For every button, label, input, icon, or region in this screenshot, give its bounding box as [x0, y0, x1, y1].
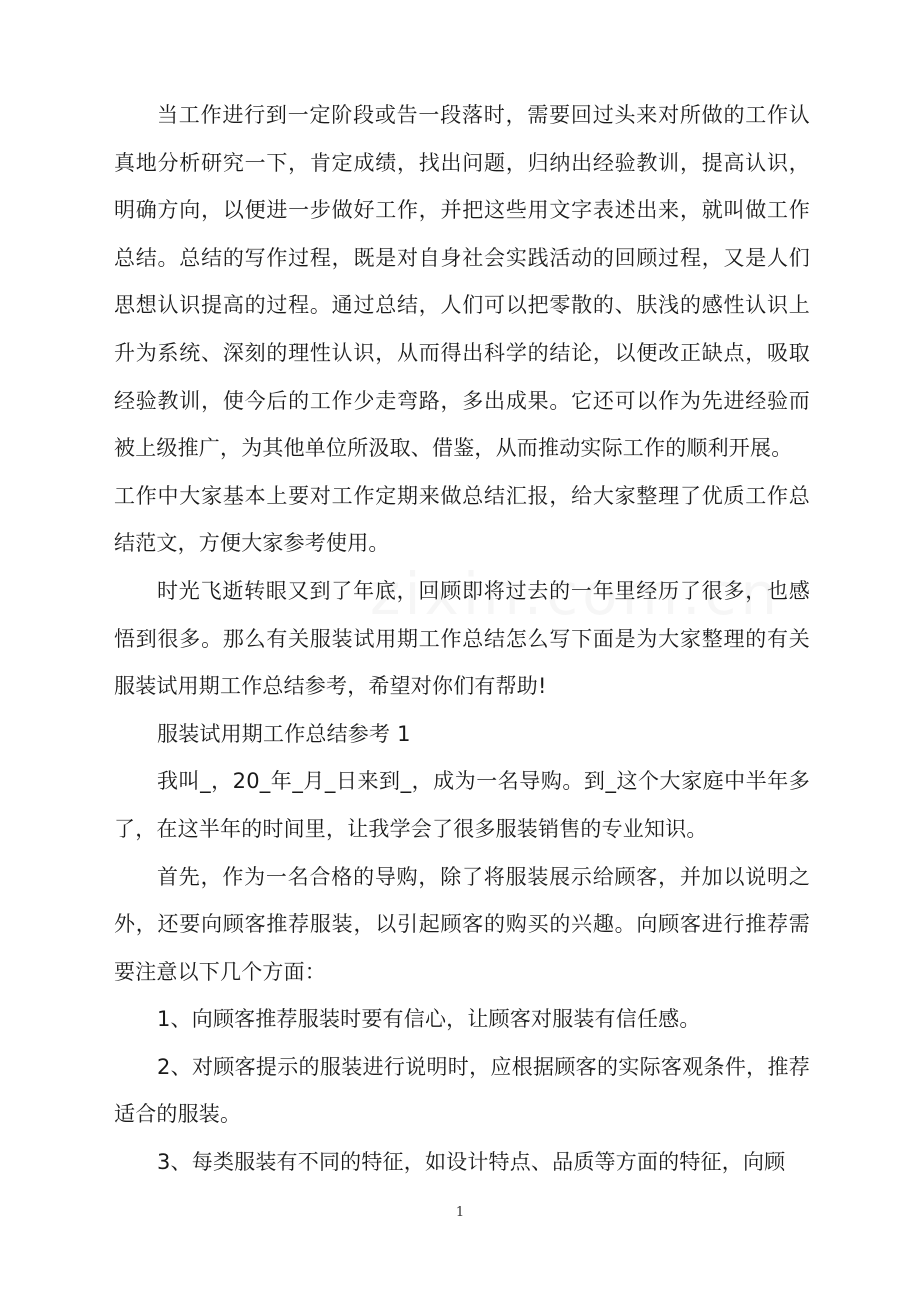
list-item-1: 1、向顾客推荐服装时要有信心，让顾客对服装有信任感。	[157, 1007, 701, 1032]
paragraph-note: 工作中大家基本上要对工作定期来做总结汇报，给大家整理了优质工作总结范文，方便大家参考使用。	[114, 483, 810, 556]
list-item-2: 2、对顾客提示的服装进行说明时，应根据顾客的实际客观条件，推荐适合的服装。	[114, 1054, 810, 1127]
paragraph-preface: 时光飞逝转眼又到了年底，回顾即将过去的一年里经历了很多，也感悟到很多。那么有关服装试用期工作总结怎么写下面是为大家整理的有关服装试用期工作总结参考，希望对你们有帮助!	[114, 578, 810, 699]
paragraph-intro: 当工作进行到一定阶段或告一段落时，需要回过头来对所做的工作认真地分析研究一下，肯定成绩，找出问题，归纳出经验教训，提高认识，明确方向，以便进一步做好工作，并把这些用文字表述出来，就叫做工作总结。总结的写作过程，既是对自身社会实践活动的回顾过程，又是人们思想认识提高的过程。通过总结，人们可以把零散的、肤浅的感性认识上升为系统、深刻的理性认识，从而得出科学的结论，以便改正缺点，吸取经验教训，使今后的工作少走弯路，多出成果。它还可以作为先进经验而被上级推广，为其他单位所汲取、借鉴，从而推动实际工作的顺利开展。	[114, 103, 810, 461]
page-number: 1	[455, 1205, 465, 1220]
paragraph-first: 首先，作为一名合格的导购，除了将服装展示给顾客，并加以说明之外，还要向顾客推荐服装，以引起顾客的购买的兴趣。向顾客进行推荐需要注意以下几个方面：	[114, 864, 810, 984]
document-body	[114, 92, 810, 1187]
section-heading: 服装试用期工作总结参考 1	[157, 721, 411, 746]
paragraph-self-intro: 我叫_，20_年_月_日来到_，成为一名导购。到_这个大家庭中半年多了，在这半年的时间里，让我学会了很多服装销售的专业知识。	[114, 769, 810, 841]
list-item-3: 3、每类服装有不同的特征，如设计特点、品质等方面的特征，向顾	[157, 1150, 786, 1175]
